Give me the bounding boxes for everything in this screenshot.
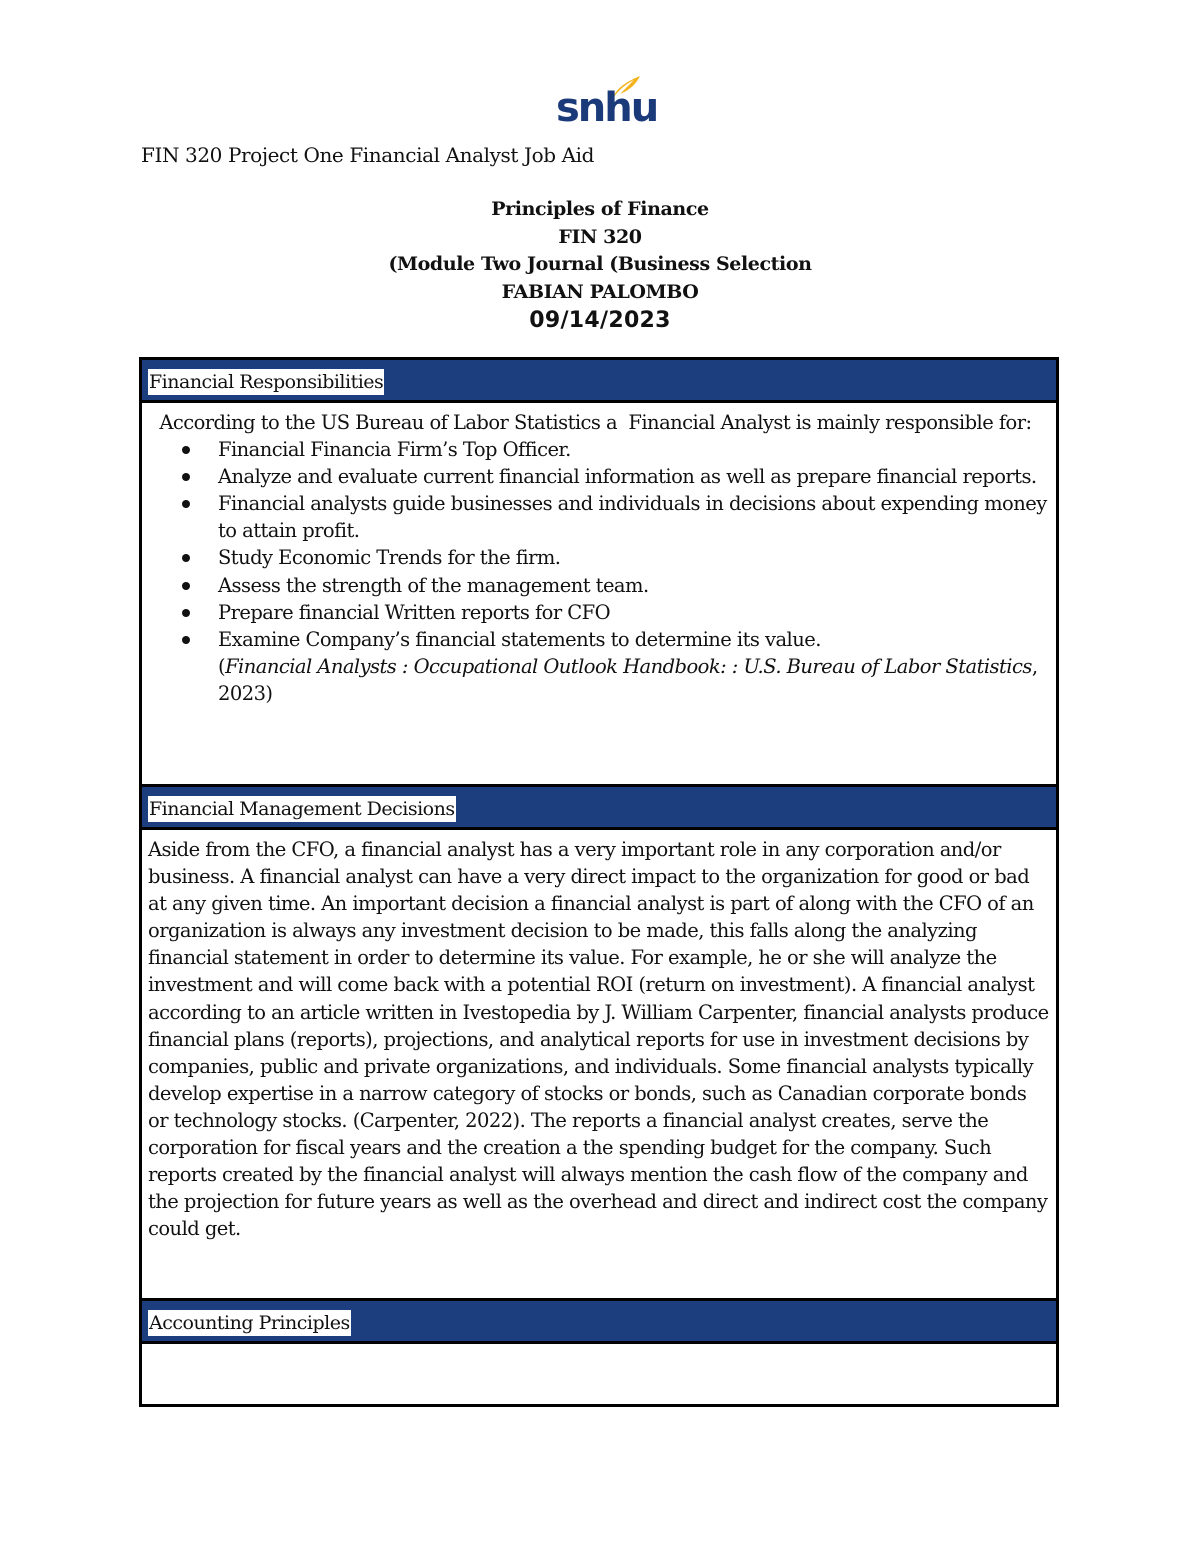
document-date: 09/14/2023 [529, 308, 671, 333]
section-heading: Financial Responsibilities [149, 371, 384, 393]
bullet-icon [182, 609, 190, 617]
list-item: Examine Company’s financial statements to determine its value. [218, 626, 1050, 653]
list-item: Study Economic Trends for the firm. [218, 544, 1050, 571]
section-body-management [142, 830, 1056, 1301]
section-body-accounting [142, 1344, 1056, 1404]
section-header-management [142, 787, 1056, 830]
bullet-icon [182, 473, 190, 481]
management-body: Aside from the CFO, a financial analyst has a very important role in any corporation and/or business. A financial analyst can have a very direct impact to the organization for good or bad at any given time. An important decision a financial analyst is part of along with the CFO of an organization is always any investment decision to be made, this falls along the analyzing financial statement in order to determine its value. For example, he or she will analyze the investment and will come back with a potential ROI (return on investment). A financial analyst according to an article written in Ivestopedia by J. William Carpenter, financial analysts produce financial plans (reports), projections, and analytical reports for use in investment decisions by companies, public and private organizations, and individuals. Some financial analysts typically develop expertise in a narrow category of stocks or bonds, such as Canadian corporate bonds or technology stocks. (Carpenter, 2022). The reports a financial analyst creates, serve the corporation for fiscal years and the creation a the spending budget for the company. Such reports created by the financial analyst will always mention the cash flow of the company and the projection for future years as well as the overhead and direct and indirect cost the company could get. [148, 838, 1049, 1241]
section-heading: Accounting Principles [149, 1312, 350, 1334]
title-block [0, 196, 1200, 336]
citation-title: Financial Analysts : Occupational Outlook Handbook: : U.S. Bureau of Labor Statistics [225, 654, 1032, 678]
citation: (Financial Analysts : Occupational Outlook Handbook: : U.S. Bureau of Labor Statistics, 2023) [218, 654, 1038, 705]
course-name: Principles of Finance [491, 198, 709, 220]
bullet-icon [182, 500, 190, 508]
list-item: Financial Financia Firm’s Top Officer. [218, 436, 1050, 463]
author-name: FABIAN PALOMBO [501, 280, 699, 303]
bullet-icon [182, 446, 190, 454]
section-body-responsibilities [142, 403, 1056, 787]
section-heading: Financial Management Decisions [149, 798, 455, 820]
snhu-logo [556, 74, 658, 134]
list-item: Financial analysts guide businesses and individuals in decisions about expending money to attain profit. [218, 490, 1050, 544]
job-aid-table [139, 357, 1059, 1407]
document-header: FIN 320 Project One Financial Analyst Job Aid [141, 143, 595, 167]
section-header-accounting [142, 1301, 1056, 1344]
responsibilities-list [148, 436, 1050, 653]
section-header-responsibilities [142, 360, 1056, 403]
course-code: FIN 320 [558, 225, 642, 248]
responsibilities-intro: According to the US Bureau of Labor Statistics a Financial Analyst is mainly responsible for: [148, 411, 1032, 434]
list-item: Prepare financial Written reports for CFO [218, 599, 1050, 626]
bullet-icon [182, 582, 190, 590]
list-item: Assess the strength of the management team. [218, 572, 1050, 599]
logo-wordmark: snhu [556, 85, 658, 131]
bullet-icon [182, 554, 190, 562]
list-item: Analyze and evaluate current financial information as well as prepare financial reports. [218, 463, 1050, 490]
assignment-title: (Module Two Journal (Business Selection [388, 253, 812, 275]
bullet-icon [182, 636, 190, 644]
